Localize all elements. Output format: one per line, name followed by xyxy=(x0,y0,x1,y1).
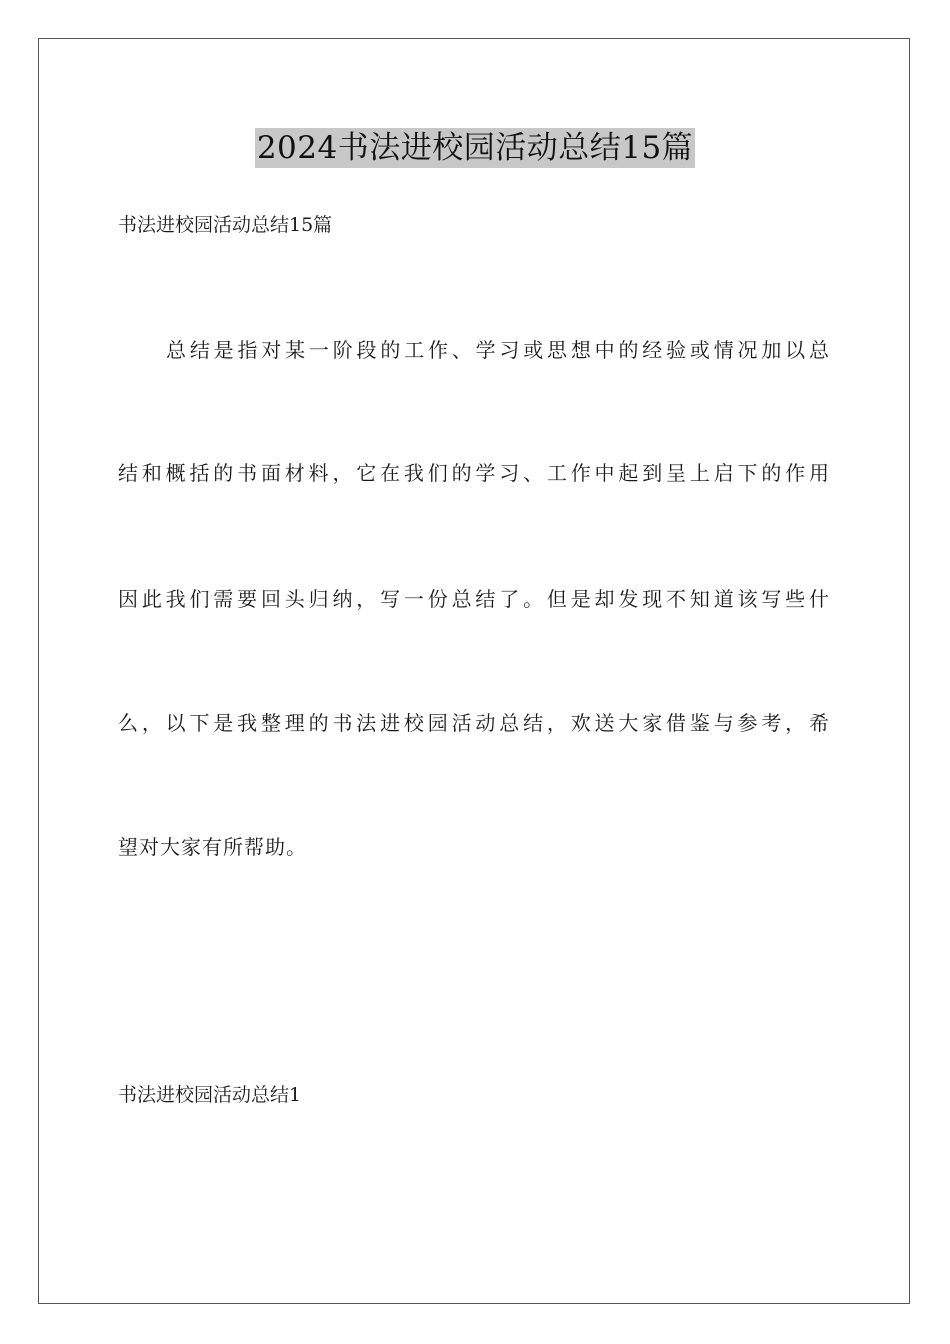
section-heading: 书法进校园活动总结1 xyxy=(118,1084,302,1106)
intro-line-3: 因此我们需要回头归纳，写一份总结了。但是却发现不知道该写些什 xyxy=(118,587,830,611)
title-container xyxy=(0,128,950,168)
intro-line-5: 望对大家有所帮助。 xyxy=(118,835,307,859)
intro-line-4: 么，以下是我整理的书法进校园活动总结，欢送大家借鉴与参考，希 xyxy=(118,711,830,735)
document-subtitle: 书法进校园活动总结15篇 xyxy=(118,214,333,236)
intro-line-1: 总结是指对某一阶段的工作、学习或思想中的经验或情况加以总 xyxy=(166,338,830,362)
document-title: 2024书法进校园活动总结15篇 xyxy=(256,130,694,166)
intro-line-2: 结和概括的书面材料，它在我们的学习、工作中起到呈上启下的作用 xyxy=(118,461,830,485)
